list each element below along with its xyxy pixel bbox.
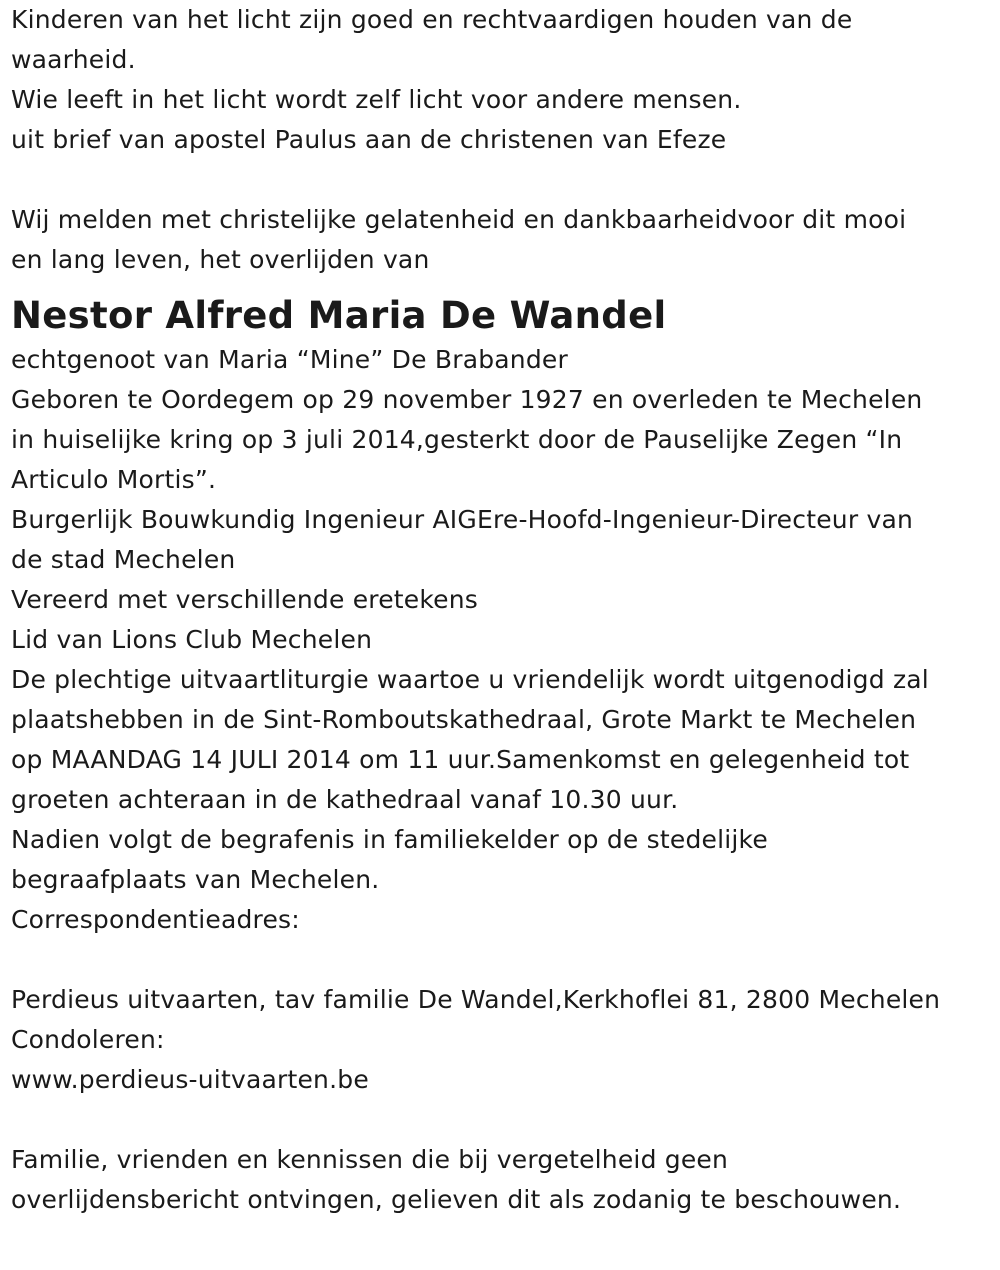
spacer — [11, 160, 991, 200]
spacer — [11, 940, 991, 980]
profession-line: Burgerlijk Bouwkundig Ingenieur AIGEre-Hoofd-Ingenieur-Directeur van — [11, 505, 914, 534]
quote-source: uit brief van apostel Paulus aan de christenen van Efeze — [11, 125, 727, 154]
address-line: Perdieus uitvaarten, tav familie De Wandel,Kerkhoflei 81, 2800 Mechelen — [11, 985, 941, 1014]
spacer — [11, 1100, 991, 1140]
announcement-intro — [11, 200, 991, 280]
intro-line: en lang leven, het overlijden van — [11, 245, 430, 274]
profession-line: de stad Mechelen — [11, 545, 236, 574]
spouse-line: echtgenoot van Maria “Mine” De Brabander — [11, 345, 568, 374]
funeral-line: op MAANDAG 14 JULI 2014 om 11 uur.Samenkomst en gelegenheid tot — [11, 745, 910, 774]
birth-death-line: in huiselijke kring op 3 juli 2014,gesterkt door de Pauselijke Zegen “In — [11, 425, 903, 454]
funeral-details — [11, 660, 991, 900]
membership-line: Lid van Lions Club Mechelen — [11, 625, 373, 654]
quote-line: Kinderen van het licht zijn goed en rechtvaardigen houden van de — [11, 5, 853, 34]
intro-line: Wij melden met christelijke gelatenheid en dankbaarheidvoor dit mooi — [11, 205, 907, 234]
quote-line: Wie leeft in het licht wordt zelf licht voor andere mensen. — [11, 85, 742, 114]
deceased-name: Nestor Alfred Maria De Wandel — [11, 294, 667, 337]
funeral-line: plaatshebben in de Sint-Romboutskathedraal, Grote Markt te Mechelen — [11, 705, 917, 734]
website-line — [11, 1060, 991, 1100]
burial-line: begraafplaats van Mechelen. — [11, 865, 380, 894]
honors-line: Vereerd met verschillende eretekens — [11, 585, 479, 614]
closing-line: Familie, vrienden en kennissen die bij vergetelheid geen — [11, 1145, 729, 1174]
deceased-details — [11, 340, 991, 660]
funeral-line: groeten achteraan in de kathedraal vanaf 10.30 uur. — [11, 785, 679, 814]
funeral-line: De plechtige uitvaartliturgie waartoe u vriendelijk wordt uitgenodigd zal — [11, 665, 929, 694]
burial-line: Nadien volgt de begrafenis in familiekelder op de stedelijke — [11, 825, 768, 854]
website-link[interactable]: www.perdieus-uitvaarten.be — [11, 1065, 369, 1094]
address-label: Correspondentieadres: — [11, 905, 300, 934]
closing-note — [11, 1140, 991, 1220]
obituary-notice — [11, 0, 991, 1220]
birth-death-line: Geboren te Oordegem op 29 november 1927 en overleden te Mechelen — [11, 385, 923, 414]
quote-line: waarheid. — [11, 45, 136, 74]
closing-line: overlijdensbericht ontvingen, gelieven dit als zodanig te beschouwen. — [11, 1185, 902, 1214]
bible-quote — [11, 0, 991, 160]
condolence-label: Condoleren: — [11, 1025, 165, 1054]
birth-death-line: Articulo Mortis”. — [11, 465, 217, 494]
contact-details — [11, 900, 991, 1100]
